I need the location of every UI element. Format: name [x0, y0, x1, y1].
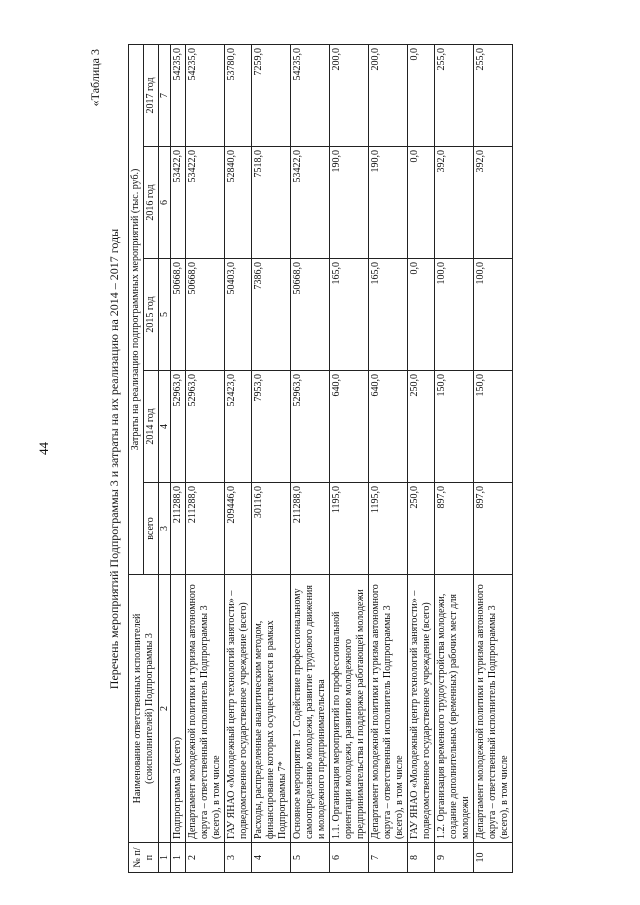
row-2016: 52840,0	[225, 147, 252, 259]
row-total: 211288,0	[171, 483, 186, 575]
header-costs-group: Затраты на реализацию подпрограммных мероприятий (тыс. руб.)	[129, 44, 144, 574]
row-2016: 392,0	[474, 147, 513, 259]
row-2016: 190,0	[369, 147, 408, 259]
row-num: 8	[408, 843, 435, 873]
row-num: 2	[186, 843, 225, 873]
row-2014: 150,0	[474, 371, 513, 483]
row-num: 9	[435, 843, 474, 873]
column-index-row	[159, 44, 171, 872]
table-label: «Таблица 3	[88, 49, 102, 107]
row-total: 897,0	[474, 483, 513, 575]
header-2015: 2015 год	[144, 259, 159, 371]
row-total: 1195,0	[330, 483, 369, 575]
row-2015: 50668,0	[186, 259, 225, 371]
row-name: ГАУ ЯНАО «Молодежный центр технологий занятости» – подведомственное государственное учреждение (всего)	[408, 575, 435, 843]
column-index: 6	[159, 147, 171, 259]
table-row	[252, 44, 291, 872]
row-2017: 54235,0	[186, 44, 225, 146]
row-2015: 100,0	[435, 259, 474, 371]
row-name: ГАУ ЯНАО «Молодежный центр технологий занятости» – подведомственное государственное учреждение (всего)	[225, 575, 252, 843]
header-num: № п/п	[129, 843, 159, 873]
row-2016: 7518,0	[252, 147, 291, 259]
row-2014: 250,0	[408, 371, 435, 483]
row-name: Основное мероприятие 1. Содействие профессиональному самоопределению молодежи, развитие трудового движения и молодежного предпринимательства	[291, 575, 330, 843]
row-num: 4	[252, 843, 291, 873]
row-2015: 100,0	[474, 259, 513, 371]
row-2017: 54235,0	[171, 44, 186, 146]
document-title: Перечень мероприятий Подпрограммы 3 и затраты на их реализацию на 2014 – 2017 годы	[107, 228, 121, 690]
row-2016: 53422,0	[186, 147, 225, 259]
row-2016: 53422,0	[291, 147, 330, 259]
row-2015: 50668,0	[171, 259, 186, 371]
row-name: Департамент молодежной политики и туризма автономного округа – ответственный исполнитель Подпрограммы 3 (всего), в том числе	[186, 575, 225, 843]
row-name: Департамент молодежной политики и туризма автономного округа – ответственный исполнитель Подпрограммы 3 (всего), в том числе	[474, 575, 513, 843]
row-name: Подпрограмма 3 (всего)	[171, 575, 186, 843]
table-row	[291, 44, 330, 872]
activities-table	[128, 44, 513, 873]
column-index: 3	[159, 483, 171, 575]
row-2017: 54235,0	[291, 44, 330, 146]
row-num: 1	[171, 843, 186, 873]
row-total: 1195,0	[369, 483, 408, 575]
row-2015: 7386,0	[252, 259, 291, 371]
header-2016: 2016 год	[144, 147, 159, 259]
row-2014: 7953,0	[252, 371, 291, 483]
row-2015: 0,0	[408, 259, 435, 371]
row-num: 6	[330, 843, 369, 873]
row-name: Расходы, распределенные аналитическим методом, финансирование которых осуществляется в рамках Подпрограммы 7*	[252, 575, 291, 843]
header-2017: 2017 год	[144, 44, 159, 146]
table-row	[408, 44, 435, 872]
row-2017: 0,0	[408, 44, 435, 146]
row-2016: 392,0	[435, 147, 474, 259]
table-row	[369, 44, 408, 872]
header-name: Наименование ответственных исполнителей (соисполнителей) Подпрограммы 3	[129, 575, 159, 843]
table-row	[474, 44, 513, 872]
row-2017: 255,0	[435, 44, 474, 146]
column-index: 2	[159, 575, 171, 843]
column-index: 4	[159, 371, 171, 483]
table-row	[330, 44, 369, 872]
header-total: всего	[144, 483, 159, 575]
column-index: 7	[159, 44, 171, 146]
row-2015: 50403,0	[225, 259, 252, 371]
row-2016: 0,0	[408, 147, 435, 259]
row-2017: 200,0	[330, 44, 369, 146]
table-row	[186, 44, 225, 872]
row-total: 211288,0	[186, 483, 225, 575]
row-2017: 255,0	[474, 44, 513, 146]
row-2016: 53422,0	[171, 147, 186, 259]
row-2014: 52423,0	[225, 371, 252, 483]
table-row	[435, 44, 474, 872]
header-2014: 2014 год	[144, 371, 159, 483]
row-2014: 52963,0	[291, 371, 330, 483]
row-2017: 7259,0	[252, 44, 291, 146]
row-num: 3	[225, 843, 252, 873]
row-name: 1.2. Организация временного трудоустройства молодежи, создание дополнительных (временных) рабочих мест для молодежи	[435, 575, 474, 843]
row-2014: 640,0	[369, 371, 408, 483]
row-2015: 165,0	[330, 259, 369, 371]
row-total: 209446,0	[225, 483, 252, 575]
row-2015: 165,0	[369, 259, 408, 371]
row-num: 10	[474, 843, 513, 873]
column-index: 5	[159, 259, 171, 371]
page-number: 44	[36, 442, 51, 455]
row-total: 897,0	[435, 483, 474, 575]
column-index: 1	[159, 843, 171, 873]
row-2014: 52963,0	[186, 371, 225, 483]
table-row	[225, 44, 252, 872]
row-2014: 150,0	[435, 371, 474, 483]
row-2015: 50668,0	[291, 259, 330, 371]
row-2017: 200,0	[369, 44, 408, 146]
row-total: 250,0	[408, 483, 435, 575]
rotated-page-content	[86, 45, 556, 873]
row-2017: 53780,0	[225, 44, 252, 146]
table-row	[171, 44, 186, 872]
row-2014: 52963,0	[171, 371, 186, 483]
row-num: 5	[291, 843, 330, 873]
row-total: 30116,0	[252, 483, 291, 575]
row-num: 7	[369, 843, 408, 873]
row-2014: 640,0	[330, 371, 369, 483]
row-total: 211288,0	[291, 483, 330, 575]
row-name: Департамент молодежной политики и туризма автономного округа – ответственный исполнитель Подпрограммы 3 (всего), в том числе	[369, 575, 408, 843]
row-2016: 190,0	[330, 147, 369, 259]
row-name: 1.1. Организация мероприятий по профессиональной ориентации молодежи, развитию молодежного предпринимательства и поддержке работающей молодежи	[330, 575, 369, 843]
